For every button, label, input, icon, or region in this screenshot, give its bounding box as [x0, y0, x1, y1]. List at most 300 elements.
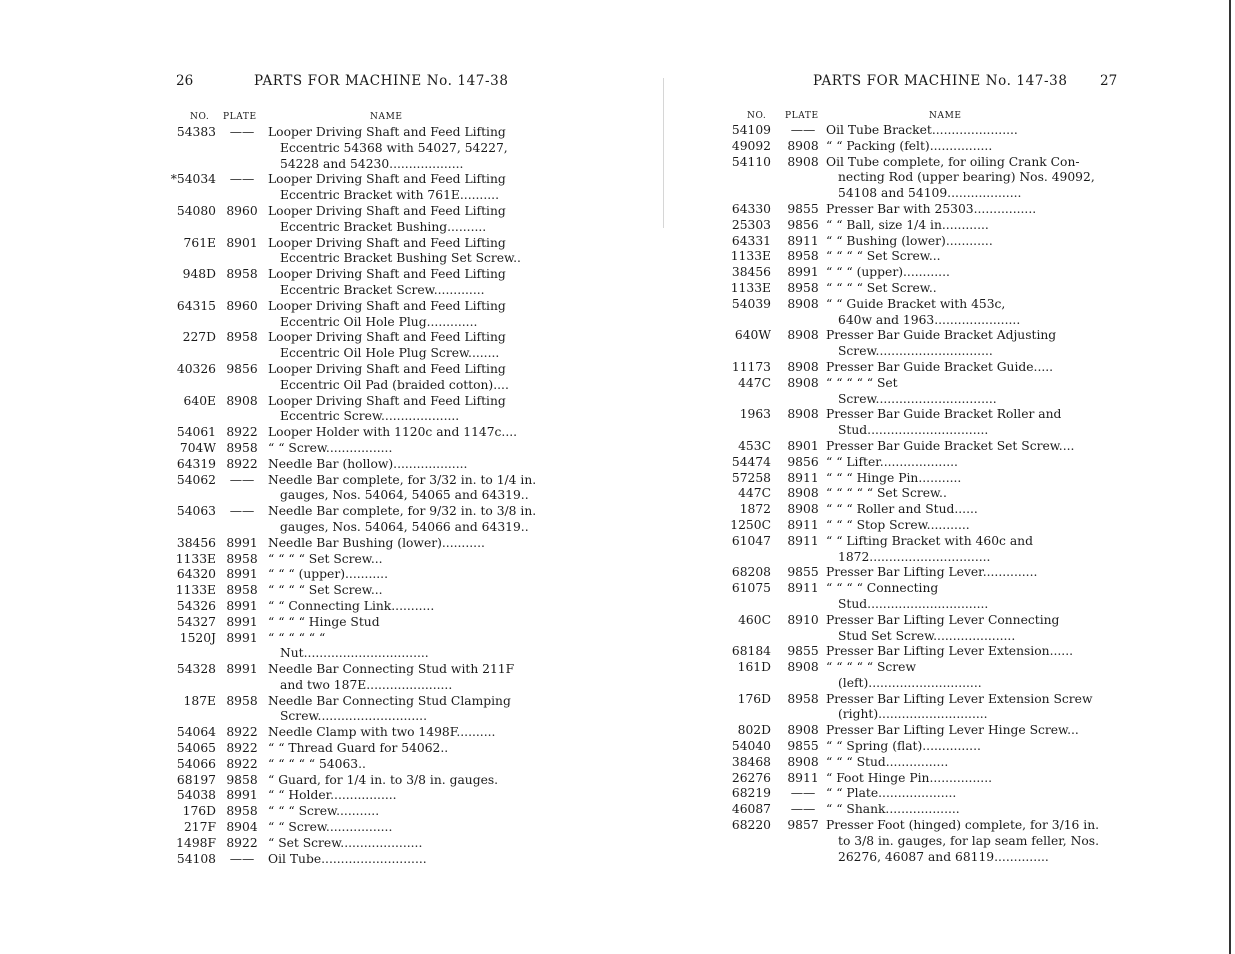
- part-entry: [731, 470, 1077, 487]
- left-col-plate: PLATE: [223, 112, 257, 122]
- part-number: 54064: [176, 725, 216, 740]
- part-number: 1133E: [175, 551, 216, 566]
- part-name-line: Stud Set Screw.....................: [838, 628, 1016, 643]
- part-name-line: Looper Driving Shaft and Feed Lifting: [268, 393, 506, 408]
- part-name-line: “ “ “ “ Set Screw..: [826, 280, 937, 295]
- part-name-line: Presser Foot (hinged) complete, for 3/16 in.: [826, 818, 1100, 833]
- plate-number: ——: [229, 472, 255, 487]
- part-name-line: “ “ “ (upper)............: [826, 265, 950, 280]
- plate-number: 8958: [226, 440, 258, 455]
- part-entry: [731, 201, 1077, 218]
- plate-number: 8958: [226, 693, 258, 708]
- part-name-line: “ “ Plate....................: [826, 786, 957, 801]
- part-name-line: Eccentric Bracket Screw.............: [280, 282, 485, 297]
- part-name-line: “ Set Screw.....................: [268, 835, 423, 850]
- part-entry: [170, 852, 515, 868]
- plate-number: 8958: [787, 691, 819, 706]
- part-number: 704W: [179, 440, 216, 455]
- part-name-line: “ Guard, for 1/4 in. to 3/8 in. gauges.: [268, 772, 499, 787]
- part-entry: [731, 581, 1077, 613]
- plate-number: 9857: [787, 818, 819, 833]
- plate-number: ——: [229, 125, 255, 139]
- part-name-line: Presser Bar Lifting Lever Hinge Screw...: [826, 723, 1079, 738]
- part-name-line: Needle Bar Connecting Stud Clamping: [268, 693, 511, 708]
- part-number: 447C: [738, 486, 771, 501]
- part-number: 640W: [734, 328, 771, 343]
- part-name-line: gauges, Nos. 54064, 54065 and 64319..: [280, 488, 529, 503]
- part-name-line: Needle Bar (hollow)...................: [268, 456, 468, 471]
- part-entry: [170, 552, 515, 568]
- plate-number: 8904: [226, 820, 258, 835]
- part-entry: [731, 786, 1077, 802]
- part-entry: [170, 820, 515, 836]
- part-entry: [731, 265, 1077, 281]
- part-name-line: Looper Driving Shaft and Feed Lifting: [268, 267, 506, 282]
- plate-number: 8991: [226, 567, 258, 582]
- part-number: 68197: [176, 772, 216, 787]
- part-entry: [731, 296, 1077, 329]
- plate-number: 8910: [787, 612, 819, 627]
- plate-number: 8908: [787, 375, 819, 390]
- part-number: 54110: [731, 154, 771, 169]
- plate-number: ——: [790, 802, 816, 817]
- part-name-line: (left).............................: [838, 675, 982, 690]
- plate-number: ——: [229, 851, 255, 866]
- part-name-line: Eccentric Bracket Bushing Set Screw..: [280, 251, 521, 266]
- part-name-line: “ “ “ “ “ “: [268, 630, 326, 645]
- part-name-line: Looper Driving Shaft and Feed Lifting: [268, 172, 506, 187]
- part-name-line: 54108 and 54109...................: [838, 186, 1022, 201]
- part-entry: [737, 486, 1077, 502]
- part-name-line: Looper Driving Shaft and Feed Lifting: [268, 125, 506, 139]
- right-parts-list: [730, 123, 1100, 865]
- part-number: 54040: [731, 739, 771, 754]
- part-number: 64319: [176, 456, 216, 471]
- part-name-line: “ “ “ “ Connecting: [826, 581, 939, 596]
- plate-number: 8922: [226, 725, 258, 740]
- plate-number: 8958: [226, 551, 258, 566]
- part-entry: [170, 804, 515, 820]
- part-name-line: and two 187E......................: [280, 677, 453, 692]
- part-name-line: “ “ “ “ “ Screw: [826, 660, 916, 675]
- part-number: 1963: [739, 407, 771, 422]
- plate-number: 8908: [226, 393, 258, 408]
- part-name-line: Looper Driving Shaft and Feed Lifting: [268, 298, 506, 313]
- part-name-line: Eccentric Oil Hole Plug Screw........: [280, 346, 500, 361]
- part-number: 54038: [176, 788, 216, 803]
- part-name-line: Presser Bar Guide Bracket Set Screw....: [826, 438, 1075, 453]
- plate-number: 8908: [787, 486, 819, 501]
- part-name-line: “ “ Holder.................: [268, 788, 397, 803]
- left-page: [0, 0, 617, 954]
- left-col-name: NAME: [370, 112, 403, 122]
- plate-number: 8908: [787, 138, 819, 153]
- part-name-line: Eccentric Bracket with 761E..........: [280, 188, 499, 203]
- plate-number: 8960: [226, 298, 258, 313]
- part-entry: [731, 533, 1077, 566]
- part-number: 176D: [737, 691, 771, 706]
- part-entry: [737, 502, 1077, 518]
- part-entry: [731, 217, 1077, 234]
- plate-number: 8958: [787, 249, 819, 264]
- right-page: [617, 0, 1235, 954]
- part-number: 802D: [737, 723, 771, 738]
- part-number: 46087: [731, 802, 771, 817]
- part-entry: [170, 204, 515, 236]
- part-number: 54109: [731, 123, 771, 137]
- part-entry: [731, 359, 1077, 376]
- plate-number: 9856: [787, 454, 819, 469]
- part-name-line: Presser Bar Guide Bracket Roller and: [826, 407, 1062, 422]
- part-name-line: Needle Bar complete, for 3/32 in. to 1/4 in.: [268, 472, 537, 487]
- plate-number: ——: [790, 123, 816, 137]
- part-number: 1133E: [730, 249, 771, 264]
- part-number: 187E: [183, 693, 216, 708]
- part-number: 54383: [176, 125, 216, 139]
- part-number: 68184: [731, 644, 771, 659]
- part-name-line: “ “ Lifter....................: [826, 454, 958, 469]
- part-name-line: “ “ Lifting Bracket with 460c and: [826, 533, 1033, 548]
- part-name-line: “ “ Packing (felt)................: [826, 138, 993, 153]
- part-name-line: “ “ Spring (flat)...............: [826, 739, 981, 754]
- part-name-line: 54228 and 54230...................: [280, 156, 464, 171]
- part-number: 11173: [731, 359, 771, 374]
- plate-number: 8922: [226, 756, 258, 771]
- part-entry: [730, 280, 1077, 297]
- part-entry: [731, 154, 1095, 202]
- plate-number: 9856: [226, 361, 258, 376]
- part-entry: [731, 818, 1100, 865]
- part-name-line: “ “ “ Hinge Pin...........: [826, 470, 962, 485]
- right-col-no: NO.: [747, 111, 767, 121]
- right-page-number: 27: [1100, 73, 1118, 89]
- plate-number: 8908: [787, 407, 819, 422]
- part-name-line: 640w and 1963......................: [838, 312, 1021, 327]
- plate-number: 8922: [226, 835, 258, 850]
- part-number: 25303: [731, 217, 771, 232]
- part-entry: [737, 376, 1077, 408]
- part-number: 61075: [731, 581, 771, 596]
- part-name-line: Stud...............................: [838, 596, 989, 611]
- part-name-line: Screw..............................: [838, 344, 993, 359]
- part-name-line: Eccentric Screw....................: [280, 409, 460, 424]
- part-number: 54108: [176, 851, 216, 866]
- part-name-line: (right)............................: [838, 707, 988, 722]
- plate-number: 9855: [787, 739, 819, 754]
- part-entry: [170, 631, 515, 663]
- part-name-line: Screw...............................: [838, 391, 997, 406]
- plate-number: 8991: [787, 265, 819, 280]
- plate-number: 8958: [226, 804, 258, 819]
- part-number: 38456: [176, 535, 216, 550]
- part-entry: [170, 125, 515, 172]
- plate-number: 8908: [787, 660, 819, 675]
- part-entry: [170, 362, 515, 394]
- part-entry: [170, 757, 515, 773]
- part-entry: [730, 249, 1077, 265]
- part-entry: [170, 583, 515, 599]
- plate-number: 8908: [787, 296, 819, 311]
- plate-number: 8908: [787, 359, 819, 374]
- part-name-line: “ “ “ “ Set Screw...: [268, 583, 383, 598]
- part-name-line: “ “ Shank...................: [826, 802, 960, 817]
- plate-number: ——: [229, 172, 255, 187]
- part-number: 40326: [176, 361, 216, 376]
- part-name-line: Presser Bar Lifting Lever Extension Screw: [826, 691, 1093, 706]
- plate-number: 8991: [226, 788, 258, 803]
- plate-number: 9856: [787, 217, 819, 232]
- part-name-line: “ “ “ “ “ Set Screw..: [826, 486, 947, 501]
- part-name-line: Looper Driving Shaft and Feed Lifting: [268, 361, 506, 376]
- part-name-line: Looper Driving Shaft and Feed Lifting: [268, 203, 506, 218]
- part-name-line: Needle Bar Connecting Stud with 211F: [268, 662, 515, 677]
- plate-number: 8908: [787, 154, 819, 169]
- part-number: 54061: [176, 425, 216, 440]
- part-entry: [170, 172, 515, 204]
- right-page-header: PARTS FOR MACHINE No. 147-38: [813, 73, 1068, 89]
- plate-number: 8911: [787, 770, 819, 785]
- plate-number: 8958: [226, 267, 258, 282]
- part-number: 948D: [182, 267, 216, 282]
- part-entry: [170, 536, 515, 552]
- plate-number: 8911: [787, 517, 819, 532]
- part-number: 227D: [182, 330, 216, 345]
- part-entry: [170, 599, 515, 615]
- part-name-line: Eccentric Bracket Bushing..........: [280, 219, 487, 234]
- part-entry: [737, 439, 1077, 455]
- part-entry: [170, 441, 515, 457]
- plate-number: 8908: [787, 754, 819, 769]
- part-number: 447C: [738, 375, 771, 390]
- part-name-line: Nut................................: [280, 646, 429, 661]
- part-number: 761E: [183, 235, 216, 250]
- part-entry: [731, 754, 1077, 771]
- part-name-line: “ “ Guide Bracket with 453c,: [826, 296, 1006, 311]
- part-name-line: Looper Driving Shaft and Feed Lifting: [268, 235, 506, 250]
- part-name-line: Stud...............................: [838, 423, 989, 438]
- part-name-line: Screw............................: [280, 709, 427, 724]
- plate-number: 8960: [226, 203, 258, 218]
- part-entry: [170, 457, 515, 473]
- part-number: 54039: [731, 296, 771, 311]
- plate-number: 8958: [226, 330, 258, 345]
- part-entry: [170, 567, 515, 583]
- left-parts-list: [170, 125, 537, 867]
- part-entry: [170, 394, 515, 426]
- part-name-line: Presser Bar Lifting Lever..............: [826, 565, 1038, 580]
- part-entry: [731, 138, 1077, 155]
- part-number: 176D: [182, 804, 216, 819]
- part-entry: [170, 662, 515, 694]
- page-edge-line: [1229, 0, 1231, 954]
- part-number: 1872: [739, 502, 771, 517]
- part-number: 54326: [176, 598, 216, 613]
- part-entry: [170, 425, 518, 441]
- right-col-name: NAME: [929, 111, 962, 121]
- part-name-line: “ “ “ “ Set Screw...: [826, 249, 941, 264]
- plate-number: 8991: [226, 614, 258, 629]
- part-name-line: Eccentric 54368 with 54027, 54227,: [280, 140, 508, 155]
- part-number: 54474: [731, 454, 771, 469]
- plate-number: 8908: [787, 328, 819, 343]
- left-page-number: 26: [176, 73, 194, 89]
- part-entry: [170, 504, 537, 536]
- part-number: 54065: [176, 741, 216, 756]
- part-number: 64330: [731, 201, 771, 216]
- plate-number: 9858: [226, 772, 258, 787]
- plate-number: 8908: [787, 502, 819, 517]
- part-number: 49092: [731, 138, 771, 153]
- plate-number: 8901: [787, 438, 819, 453]
- left-page-header: PARTS FOR MACHINE No. 147-38: [254, 73, 509, 89]
- part-number: 1133E: [730, 280, 771, 295]
- part-entry: [170, 694, 515, 726]
- part-number: 64320: [176, 567, 216, 582]
- part-entry: [170, 836, 515, 852]
- part-entry: [170, 299, 515, 331]
- part-name-line: “ “ Thread Guard for 54062..: [268, 741, 449, 756]
- plate-number: 8901: [226, 235, 258, 250]
- part-name-line: gauges, Nos. 54064, 54066 and 64319..: [280, 519, 529, 534]
- part-entry: [731, 233, 1077, 250]
- part-name-line: Needle Bar Bushing (lower)...........: [268, 535, 485, 550]
- part-name-line: 26276, 46087 and 68119..............: [838, 849, 1049, 864]
- plate-number: ——: [790, 786, 816, 801]
- plate-number: 8922: [226, 425, 258, 440]
- plate-number: 8958: [787, 280, 819, 295]
- part-number: 1520J: [179, 630, 216, 645]
- part-entry: [731, 770, 1077, 787]
- part-number: 1250C: [730, 517, 771, 532]
- part-entry: [170, 773, 515, 789]
- part-number: 64315: [176, 298, 216, 313]
- part-name-line: “ “ “ Stop Screw...........: [826, 517, 970, 532]
- part-entry: [170, 267, 515, 299]
- part-number: 68220: [731, 818, 771, 833]
- part-name-line: “ “ Screw.................: [268, 440, 393, 455]
- part-name-line: Needle Bar complete, for 9/32 in. to 3/8 in.: [268, 504, 537, 519]
- part-number: 54066: [176, 756, 216, 771]
- part-number: 68219: [731, 786, 771, 801]
- part-name-line: Needle Clamp with two 1498F..........: [268, 725, 496, 740]
- part-entry: [170, 725, 515, 741]
- left-col-no: NO.: [190, 112, 210, 122]
- part-name-line: “ “ “ “ “ 54063..: [268, 756, 366, 771]
- plate-number: 8991: [226, 598, 258, 613]
- part-entry: [170, 330, 515, 362]
- part-number: 54328: [176, 662, 216, 677]
- part-entry: [731, 123, 1077, 139]
- plate-number: 9855: [787, 565, 819, 580]
- part-name-line: Presser Bar Lifting Lever Extension......: [826, 644, 1074, 659]
- plate-number: 8958: [226, 583, 258, 598]
- part-name-line: Looper Driving Shaft and Feed Lifting: [268, 330, 506, 345]
- part-name-line: “ “ Ball, size 1/4 in............: [826, 217, 989, 232]
- part-name-line: “ “ “ “ Set Screw...: [268, 551, 383, 566]
- part-number: 1498F: [176, 835, 216, 850]
- plate-number: 9855: [787, 644, 819, 659]
- part-name-line: to 3/8 in. gauges, for lap seam feller, Nos.: [838, 833, 1099, 848]
- plate-number: 8911: [787, 470, 819, 485]
- plate-number: 8991: [226, 662, 258, 677]
- part-name-line: Presser Bar Guide Bracket Adjusting: [826, 328, 1057, 343]
- part-name-line: necting Rod (upper bearing) Nos. 49092,: [838, 170, 1095, 185]
- part-name-line: Presser Bar Guide Bracket Guide.....: [826, 359, 1054, 374]
- part-name-line: Presser Bar Lifting Lever Connecting: [826, 612, 1060, 627]
- part-name-line: “ “ “ “ Hinge Stud: [268, 614, 380, 629]
- part-entry: [170, 615, 515, 631]
- part-number: 54327: [176, 614, 216, 629]
- part-number: 460C: [738, 612, 771, 627]
- part-entry: [731, 565, 1077, 581]
- part-number: 57258: [731, 470, 771, 485]
- part-name-line: 1872...............................: [838, 549, 991, 564]
- plate-number: 8991: [226, 535, 258, 550]
- part-name-line: “ “ “ Roller and Stud......: [826, 502, 978, 517]
- part-number: 38456: [731, 265, 771, 280]
- part-name-line: “ “ “ (upper)...........: [268, 567, 388, 582]
- part-number: 161D: [737, 660, 771, 675]
- part-entry: [730, 517, 1077, 534]
- part-entry: [734, 328, 1077, 360]
- part-number: 453C: [738, 438, 771, 453]
- part-number: 54062: [176, 472, 216, 487]
- part-number: 54063: [176, 504, 216, 519]
- part-number: *54034: [170, 172, 216, 187]
- part-name-line: Eccentric Oil Hole Plug.............: [280, 314, 478, 329]
- part-name-line: “ “ “ Stud................: [826, 754, 949, 769]
- part-name-line: “ Foot Hinge Pin................: [826, 770, 993, 785]
- part-number: 38468: [731, 754, 771, 769]
- part-name-line: “ “ Bushing (lower)............: [826, 233, 993, 248]
- part-entry: [731, 644, 1077, 660]
- plate-number: 8911: [787, 533, 819, 548]
- part-name-line: “ “ “ Screw...........: [268, 804, 380, 819]
- plate-number: 8908: [787, 723, 819, 738]
- part-number: 640E: [183, 393, 216, 408]
- part-entry: [737, 691, 1093, 724]
- part-number: 54080: [176, 203, 216, 218]
- part-number: 1133E: [175, 583, 216, 598]
- part-number: 217F: [183, 820, 216, 835]
- part-entry: [170, 741, 515, 757]
- plate-number: 8922: [226, 456, 258, 471]
- part-entry: [737, 660, 1077, 692]
- part-name-line: Oil Tube Bracket......................: [826, 123, 1018, 137]
- part-entry: [731, 454, 1077, 471]
- part-name-line: Eccentric Oil Pad (braided cotton)....: [280, 377, 509, 392]
- part-number: 61047: [731, 533, 771, 548]
- plate-number: 8991: [226, 630, 258, 645]
- part-entry: [731, 802, 1077, 818]
- plate-number: 8922: [226, 741, 258, 756]
- part-entry: [170, 472, 537, 505]
- plate-number: 8911: [787, 581, 819, 596]
- part-entry: [737, 723, 1077, 739]
- part-entry: [170, 788, 515, 804]
- right-col-plate: PLATE: [785, 111, 819, 121]
- part-name-line: “ “ Connecting Link...........: [268, 598, 435, 613]
- part-entry: [170, 235, 521, 268]
- part-name-line: Oil Tube...........................: [268, 851, 427, 866]
- plate-number: 8911: [787, 233, 819, 248]
- part-name-line: “ “ “ “ “ Set: [826, 375, 898, 390]
- part-number: 26276: [731, 770, 771, 785]
- plate-number: 9855: [787, 201, 819, 216]
- part-number: 68208: [731, 565, 771, 580]
- plate-number: ——: [229, 504, 255, 519]
- part-name-line: Looper Holder with 1120c and 1147c....: [268, 425, 518, 440]
